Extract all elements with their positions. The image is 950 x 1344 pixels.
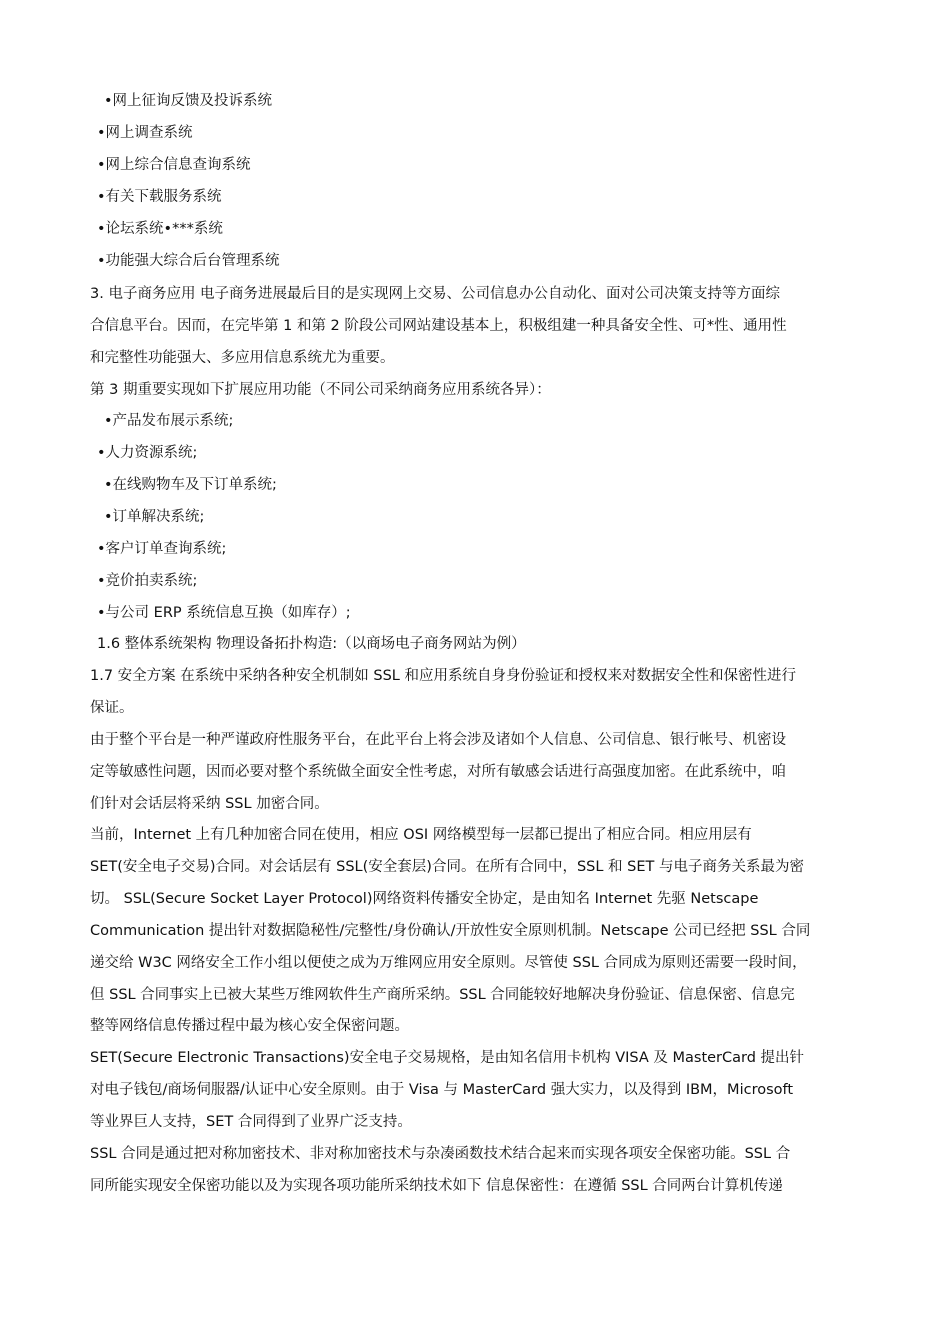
paragraph-line: SET(Secure Electronic Transactions)安全电子交易规格，是由知名信用卡机构 VISA 及 MasterCard 提出针 bbox=[90, 1050, 805, 1066]
bullet-item: •订单解决系统; bbox=[104, 509, 205, 525]
paragraph-line: SSL 合同是通过把对称加密技术、非对称加密技术与杂凑函数技术结合起来而实现各项安全保密功能。SSL 合 bbox=[90, 1146, 791, 1162]
section-heading: 1.7 安全方案 在系统中采纳各种安全机制如 SSL 和应用系统自身身份验证和授权来对数据安全性和保密性进行 bbox=[90, 668, 796, 684]
paragraph-line: 保证。 bbox=[90, 700, 134, 716]
bullet-item: •有关下载服务系统 bbox=[97, 189, 222, 205]
paragraph-line: SET(安全电子交易)合同。对会话层有 SSL(安全套层)合同。在所有合同中，SSL 和 SET 与电子商务关系最为密 bbox=[90, 859, 804, 875]
paragraph-line: 当前，Internet 上有几种加密合同在使用，相应 OSI 网络模型每一层都已提出了相应合同。相应用层有 bbox=[90, 827, 752, 843]
paragraph-line: 切。 SSL(Secure Socket Layer Protocol)网络资料传播安全协定，是由知名 Internet 先驱 Netscape bbox=[90, 891, 759, 907]
bullet-item: •网上征询反馈及投诉系统 bbox=[104, 93, 273, 109]
paragraph-line: Communication 提出针对数据隐秘性/完整性/身份确认/开放性安全原则机制。Netscape 公司已经把 SSL 合同 bbox=[90, 923, 811, 939]
paragraph-line: 等业界巨人支持，SET 合同得到了业界广泛支持。 bbox=[90, 1114, 412, 1130]
bullet-item: •客户订单查询系统; bbox=[97, 541, 227, 557]
section-heading: 1.6 整体系统架构 物理设备拓扑构造:（以商场电子商务网站为例） bbox=[97, 636, 526, 652]
paragraph-line: 但 SSL 合同事实上已被大某些万维网软件生产商所采纳。SSL 合同能较好地解决身份验证、信息保密、信息完 bbox=[90, 987, 795, 1003]
bullet-item: •竞价拍卖系统; bbox=[97, 573, 198, 589]
bullet-item: •产品发布展示系统; bbox=[104, 413, 234, 429]
paragraph-line: 第 3 期重要实现如下扩展应用功能（不同公司采纳商务应用系统各异）： bbox=[90, 382, 551, 398]
paragraph-line: 定等敏感性问题，因而必要对整个系统做全面安全性考虑，对所有敏感会话进行高强度加密。在此系统中，咱 bbox=[90, 764, 786, 780]
paragraph-line: 3. 电子商务应用 电子商务进展最后目的是实现网上交易、公司信息办公自动化、面对公司决策支持等方面综 bbox=[90, 286, 781, 302]
paragraph-line: 合信息平台。因而，在完毕第 1 和第 2 阶段公司网站建设基本上，积极组建一种具备安全性、可*性、通用性 bbox=[90, 318, 787, 334]
paragraph-line: 同所能实现安全保密功能以及为实现各项功能所采纳技术如下 信息保密性：在遵循 SSL 合同两台计算机传递 bbox=[90, 1178, 783, 1194]
bullet-item: •功能强大综合后台管理系统 bbox=[97, 253, 280, 269]
paragraph-line: 们针对会话层将采纳 SSL 加密合同。 bbox=[90, 796, 329, 812]
bullet-item: •与公司 ERP 系统信息互换（如库存）; bbox=[97, 605, 351, 621]
bullet-item: •在线购物车及下订单系统; bbox=[104, 477, 277, 493]
bullet-item: •网上调查系统 bbox=[97, 125, 193, 141]
paragraph-line: 和完整性功能强大、多应用信息系统尤为重要。 bbox=[90, 350, 395, 366]
bullet-item: •论坛系统•***系统 bbox=[97, 221, 223, 237]
bullet-item: •人力资源系统; bbox=[97, 445, 198, 461]
paragraph-line: 整等网络信息传播过程中最为核心安全保密问题。 bbox=[90, 1018, 409, 1034]
bullet-item: •网上综合信息查询系统 bbox=[97, 157, 251, 173]
paragraph-line: 递交给 W3C 网络安全工作小组以便使之成为万维网应用安全原则。尽管使 SSL 合同成为原则还需要一段时间， bbox=[90, 955, 807, 971]
paragraph-line: 对电子钱包/商场伺服器/认证中心安全原则。由于 Visa 与 MasterCard 强大实力，以及得到 IBM，Microsoft bbox=[90, 1082, 794, 1098]
paragraph-line: 由于整个平台是一种严谨政府性服务平台，在此平台上将会涉及诸如个人信息、公司信息、银行帐号、机密设 bbox=[90, 732, 786, 748]
